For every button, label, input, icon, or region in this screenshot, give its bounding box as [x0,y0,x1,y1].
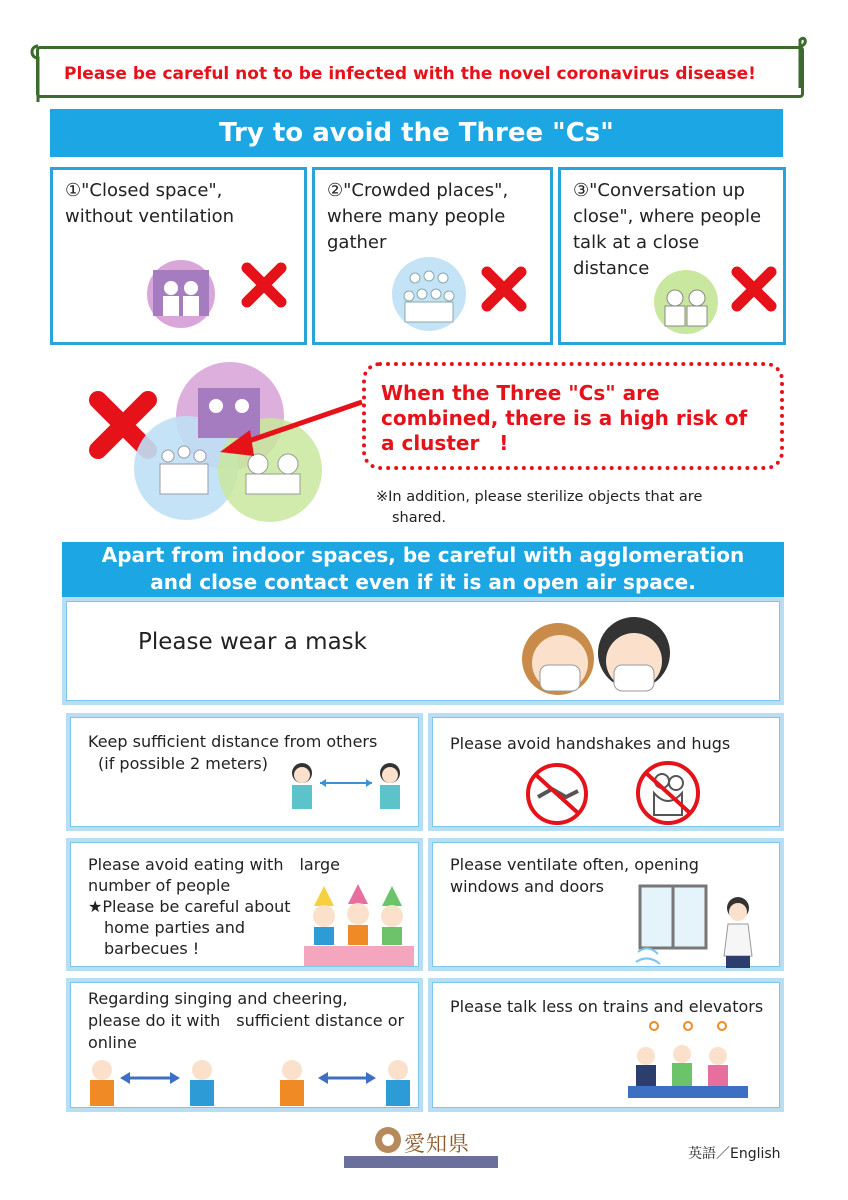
aichi-logo-text: 愛知県 [404,1132,470,1156]
singing-text: Regarding singing and cheering, please do it with sufficient distance or online [88,989,405,1052]
warning-text: When the Three "Cs" are combined, there is a high risk of a cluster ! [381,381,748,455]
closed-space-text: ①"Closed space", without ventilation [65,180,235,227]
closed-space-box [50,167,307,345]
singing-panel [66,978,423,1112]
conversation-people-icon [651,262,721,336]
singing-distance-icon [80,1056,420,1112]
three-cs-title: Try to avoid the Three "Cs" [50,109,783,157]
train-passengers-icon [628,1020,748,1108]
distance-panel [66,713,423,831]
crowd-icon [389,254,469,334]
ventilate-panel [428,838,784,971]
trains-text: Please talk less on trains and elevators [450,997,764,1016]
handshake-panel [428,713,784,831]
conversation-text: ③"Conversation up close", where people talk at a close distance [573,180,762,279]
outdoor-header: Apart from indoor spaces, be careful with agglomeration and close contact even if it is an open air space. [62,542,784,597]
masked-people-icon [506,609,686,699]
home-party-icon [304,884,414,968]
red-x-icon [481,266,527,312]
no-handshake-icon [524,761,594,827]
distance-text: Keep sufficient distance from others (if possible 2 meters) [88,732,378,773]
mask-text: Please wear a mask [138,629,367,655]
sterilize-note: ※In addition, please sterilize objects that are shared. [376,489,703,526]
banner-text: Please be careful not to be infected with the novel coronavirus disease! [64,64,756,84]
language-label: 英語／English [688,1146,781,1162]
eating-text: Please avoid eating with large number of people ★Please be careful about home parties and barbecues ! [88,855,341,958]
handshake-text: Please avoid handshakes and hugs [450,734,731,753]
scroll-left-curl-icon [28,42,50,106]
crowded-places-box [312,167,553,345]
closed-room-icon [139,258,223,328]
eating-panel [66,838,423,971]
open-window-icon [632,882,772,970]
trains-panel [428,978,784,1112]
red-arrow-icon [210,396,370,466]
crowded-places-text: ②"Crowded places", where many people gather [327,180,509,253]
mask-panel [62,597,784,705]
no-hug-icon [634,759,704,827]
conversation-box [558,167,786,345]
red-x-icon [241,262,287,308]
scroll-right-curl-icon [790,32,812,92]
two-meters-apart-icon [284,759,408,825]
ventilate-text: Please ventilate often, opening windows and doors [450,855,699,896]
red-x-icon [731,266,777,312]
